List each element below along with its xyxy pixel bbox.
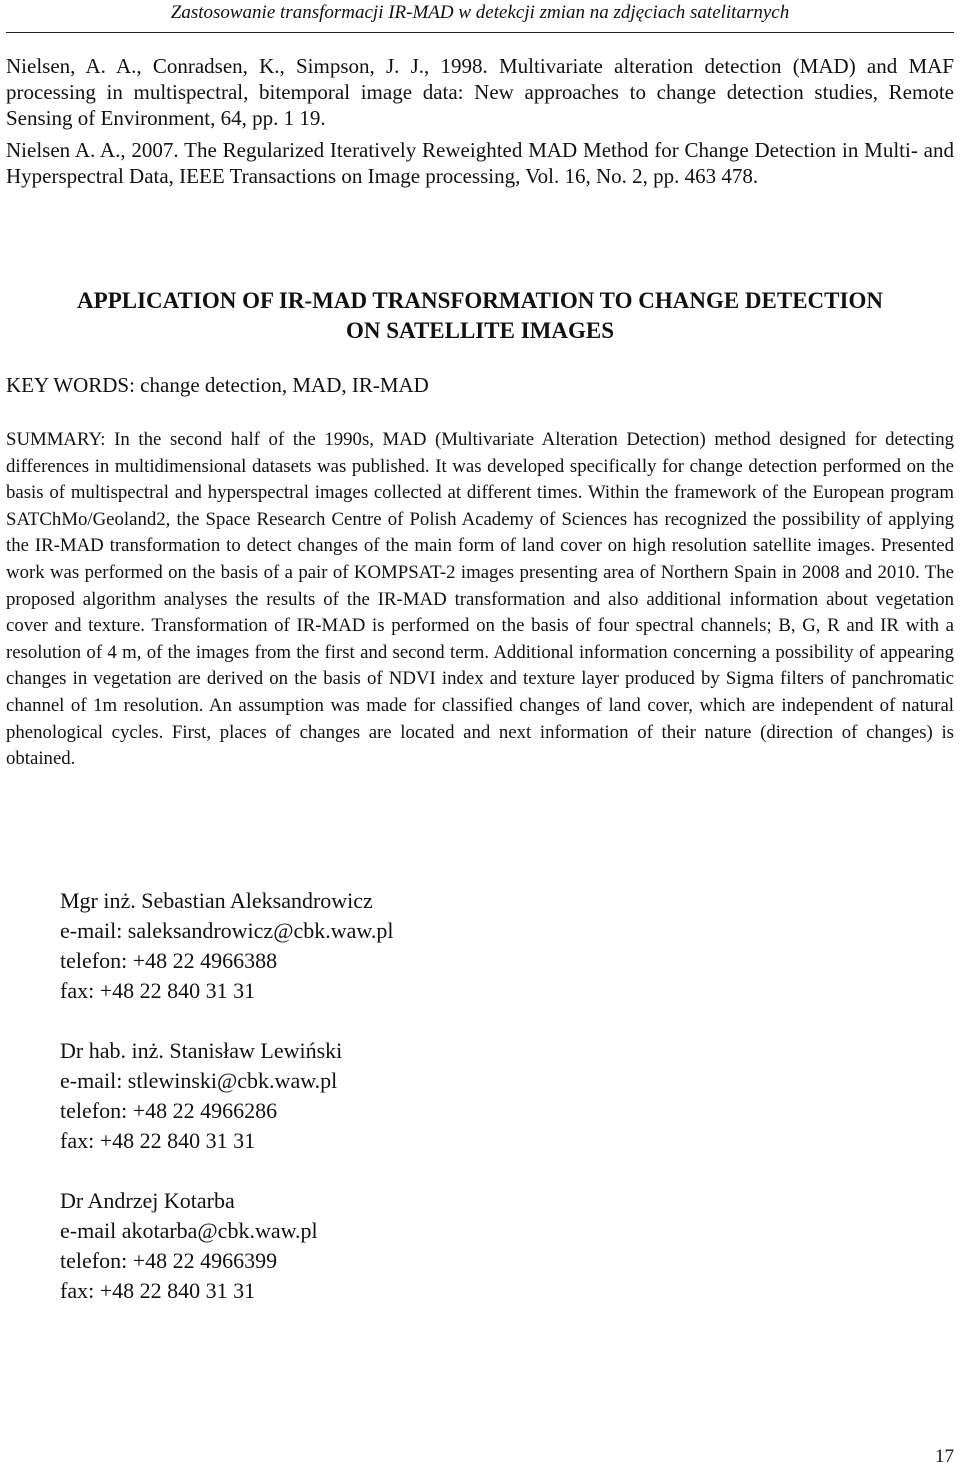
paper-title-line-1: APPLICATION OF IR-MAD TRANSFORMATION TO CHANGE DETECTION — [77, 288, 883, 313]
summary: SUMMARY: In the second half of the 1990s, MAD (Multivariate Alteration Detection) method designed for detecting differences in multidimensional datasets was published. It was developed specifically for change detection performed on the basis of multispectral and hyperspectral images collected at different times. Within the framework of the European program SATChMo/Geoland2, the Space Research Centre of Polish Academy of Sciences has recognized the possibility of applying the IR-MAD transformation to detect changes of the main form of land cover on high resolution satellite images. Presented work was performed on the basis of a pair of KOMPSAT-2 images presenting area of Northern Spain in 2008 and 2010. The proposed algorithm analyses the results of the IR-MAD transformation and also additional information about vegetation cover and texture. Transformation of IR-MAD is performed on the basis of four spectral channels; B, G, R and IR with a resolution of 4 m, of the images from the first and second term. Additional information concerning a possibility of appearing changes in vegetation are derived on the basis of NDVI index and texture layer produced by Sigma filters of panchromatic channel of 1m resolution. An assumption was made for classified changes of land cover, which are independent of natural phenological cycles. First, places of changes are located and next information of their nature (direction of changes) is obtained. — [6, 429, 954, 770]
author-block — [60, 1186, 393, 1306]
author-phone: telefon: +48 22 4966286 — [60, 1098, 278, 1123]
author-phone: telefon: +48 22 4966399 — [60, 1248, 278, 1273]
author-fax: fax: +48 22 840 31 31 — [60, 978, 256, 1003]
author-fax: fax: +48 22 840 31 31 — [60, 1278, 256, 1303]
reference-item: Nielsen, A. A., Conradsen, K., Simpson, J. J., 1998. Multivariate alteration detection (MAD) and MAF processing in multispectral, bitemporal image data: New approaches to change detection studies, Remote Sensing of Environment, 64, pp. 1 19. — [6, 54, 954, 130]
author-name: Dr Andrzej Kotarba — [60, 1188, 235, 1213]
author-email: e-mail: saleksandrowicz@cbk.waw.pl — [60, 918, 394, 943]
page-number: 17 — [935, 1446, 954, 1467]
running-head: Zastosowanie transformacji IR-MAD w detekcji zmian na zdjęciach satelitarnych — [170, 2, 790, 23]
author-block — [60, 886, 393, 1006]
paper-title — [0, 286, 960, 346]
author-contacts — [60, 886, 393, 1336]
author-name: Mgr inż. Sebastian Aleksandrowicz — [60, 888, 373, 913]
references — [6, 53, 954, 195]
header-rule — [6, 32, 954, 33]
reference-item: Nielsen A. A., 2007. The Regularized Iteratively Reweighted MAD Method for Change Detection in Multi- and Hyperspectral Data, IEEE Transactions on Image processing, Vol. 16, No. 2, pp. 463 478. — [6, 138, 954, 188]
author-email: e-mail akotarba@cbk.waw.pl — [60, 1218, 318, 1243]
author-name: Dr hab. inż. Stanisław Lewiński — [60, 1038, 343, 1063]
paper-title-line-2: ON SATELLITE IMAGES — [346, 318, 614, 343]
author-email: e-mail: stlewinski@cbk.waw.pl — [60, 1068, 338, 1093]
keywords: KEY WORDS: change detection, MAD, IR-MAD — [6, 373, 429, 397]
author-fax: fax: +48 22 840 31 31 — [60, 1128, 256, 1153]
author-phone: telefon: +48 22 4966388 — [60, 948, 278, 973]
author-block — [60, 1036, 393, 1156]
